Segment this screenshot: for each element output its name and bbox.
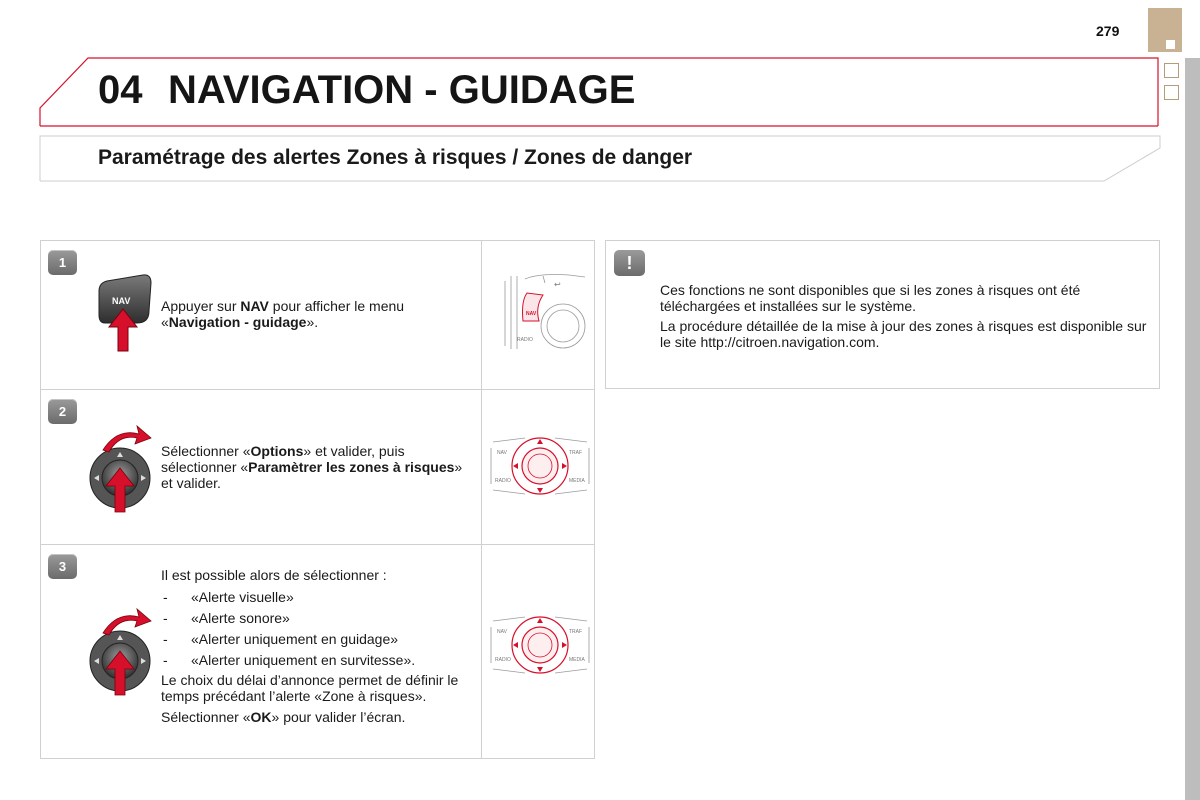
step-3-intro: Il est possible alors de sélectionner : (161, 567, 387, 583)
warning-icon: ! (614, 250, 645, 276)
warning-text (660, 282, 1150, 354)
page-number: 279 (1096, 23, 1120, 39)
step-3-text (161, 567, 471, 725)
step-2-text: Sélectionner «Options» et valider, puis sélectionner «Paramètrer les zones à risques» et valider. (161, 443, 463, 491)
step-1-panel (40, 240, 595, 390)
mini-radio-label: RADIO (517, 337, 533, 343)
mini-media-label: MEDIA (569, 478, 585, 484)
step-divider (481, 241, 482, 389)
step-divider (481, 390, 482, 544)
mini-traf-label: TRAF (569, 629, 583, 635)
mini-nav-label: NAV (526, 311, 537, 317)
panel-nav-diagram (499, 271, 589, 351)
svg-text:↩: ↩ (554, 280, 561, 289)
step-badge: 1 (48, 250, 77, 275)
step-badge: 2 (48, 399, 77, 424)
rotary-knob-icon (87, 420, 161, 516)
warning-paragraph: Ces fonctions ne sont disponibles que si les zones à risques ont été téléchargées et installées sur le système. (660, 282, 1081, 314)
panel-knob-diagram (489, 607, 591, 681)
alert-option: - «Alerte visuelle» (161, 587, 471, 608)
nav-button-icon (91, 271, 161, 356)
step-3-panel (40, 544, 595, 759)
nav-button-label: NAV (112, 296, 131, 306)
chapter-title: NAVIGATION - GUIDAGE (168, 68, 636, 112)
mini-radio-label: RADIO (495, 478, 511, 484)
chapter-number: 04 (98, 68, 143, 112)
mini-media-label: MEDIA (569, 657, 585, 663)
mini-nav-label: NAV (497, 450, 507, 456)
alert-option: - «Alerter uniquement en guidage» (161, 629, 471, 650)
rotary-knob-icon (87, 603, 161, 699)
step-divider (481, 545, 482, 758)
panel-knob-diagram (489, 428, 591, 502)
ok-instruction: Sélectionner «OK» pour valider l’écran. (161, 709, 406, 725)
mini-radio-label: RADIO (495, 657, 511, 663)
mini-traf-label: TRAF (569, 450, 583, 456)
step-1-text: Appuyer sur NAV pour afficher le menu «Navigation - guidage». (161, 298, 405, 330)
warning-note-panel (605, 240, 1160, 389)
step-2-panel (40, 389, 595, 545)
warning-paragraph: La procédure détaillée de la mise à jour des zones à risques est disponible sur le site http://citroen.navigation.com. (660, 318, 1147, 350)
section-title: Paramétrage des alertes Zones à risques / Zones de danger (98, 146, 693, 169)
step-badge: 3 (48, 554, 77, 579)
alert-options-list (161, 587, 471, 671)
mini-nav-label: NAV (497, 629, 507, 635)
alert-option: - «Alerter uniquement en survitesse». (161, 650, 471, 671)
delay-note: Le choix du délai d’annonce permet de définir le temps précédant l’alerte «Zone à risques». (161, 672, 459, 704)
alert-option: - «Alerte sonore» (161, 608, 471, 629)
